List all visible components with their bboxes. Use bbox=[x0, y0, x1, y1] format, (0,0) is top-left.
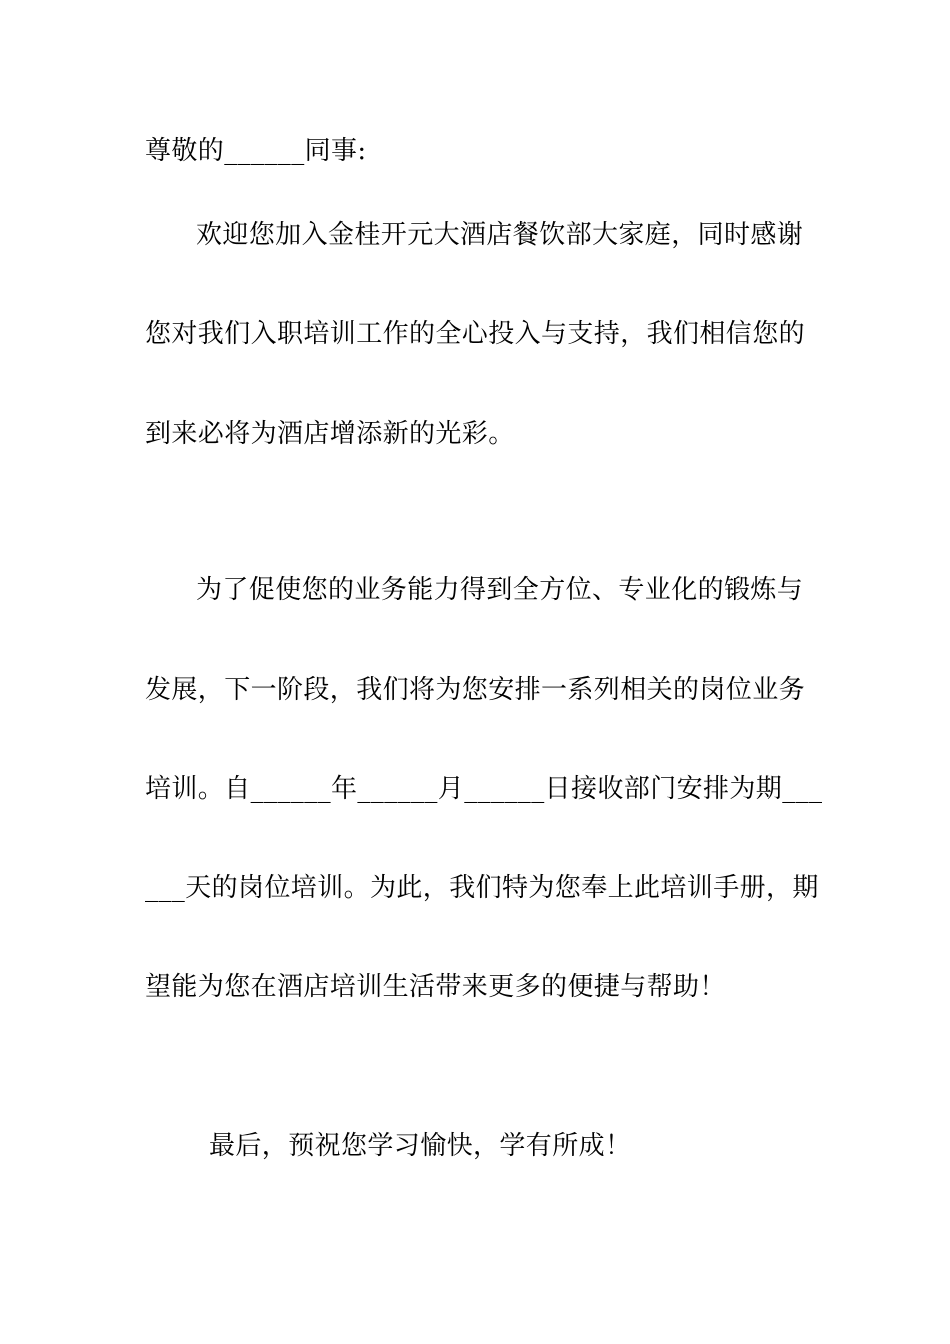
paragraph-1-line-1: 欢迎您加入金桂开元大酒店餐饮部大家庭，同时感谢 bbox=[196, 220, 804, 250]
paragraph-1-line-3: 到来必将为酒店增添新的光彩。 bbox=[145, 419, 515, 449]
paragraph-2-line-3: 培训。自______年______月______日接收部门安排为期___ bbox=[145, 774, 823, 804]
paragraph-2-line-5: 望能为您在酒店培训生活带来更多的便捷与帮助！ bbox=[145, 972, 726, 1002]
salutation: 尊敬的______同事: bbox=[145, 136, 367, 166]
paragraph-2-line-1: 为了促使您的业务能力得到全方位、专业化的锻炼与 bbox=[196, 575, 804, 605]
paragraph-2-line-4: ___天的岗位培训。为此，我们特为您奉上此培训手册，期 bbox=[145, 873, 819, 903]
closing-line: 最后，预祝您学习愉快，学有所成！ bbox=[209, 1131, 632, 1161]
paragraph-2-line-2: 发展，下一阶段，我们将为您安排一系列相关的岗位业务 bbox=[145, 675, 806, 705]
paragraph-1-line-2: 您对我们入职培训工作的全心投入与支持，我们相信您的 bbox=[145, 319, 806, 349]
